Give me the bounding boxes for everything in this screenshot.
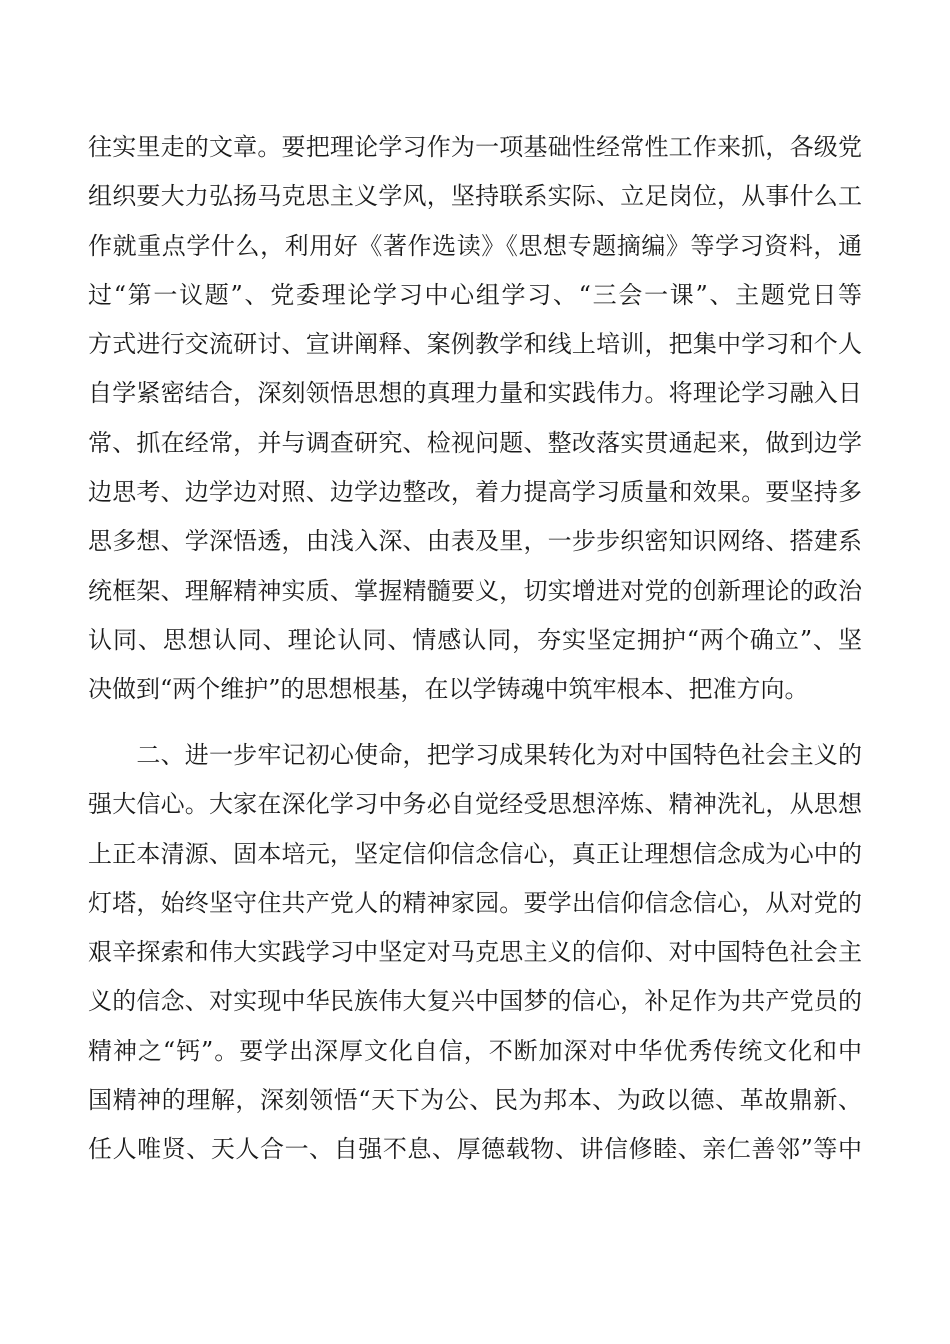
paragraph-line: 上正本清源、固本培元，坚定信仰信念信心，真正让理想信念成为心中的 [88, 839, 862, 868]
paragraph-line: 组织要大力弘扬马克思主义学风，坚持联系实际、立足岗位，从事什么工 [88, 182, 862, 211]
paragraph-line: 国精神的理解，深刻领悟“天下为公、民为邦本、为政以德、革故鼎新、 [88, 1086, 862, 1115]
paragraph-line: 过“第一议题”、党委理论学习中心组学习、“三会一课”、主题党日等 [88, 280, 862, 309]
paragraph-line: 决做到“两个维护”的思想根基，在以学铸魂中筑牢根本、把准方向。 [88, 675, 809, 704]
paragraph-line: 往实里走的文章。要把理论学习作为一项基础性经常性工作来抓，各级党 [88, 133, 862, 161]
paragraph-1 [88, 123, 862, 715]
paragraph-line: 自学紧密结合，深刻领悟思想的真理力量和实践伟力。将理论学习融入日 [88, 379, 862, 408]
paragraph-line: 二、进一步牢记初心使命，把学习成果转化为对中国特色社会主义的 [88, 741, 862, 769]
paragraph-line: 常、抓在经常，并与调查研究、检视问题、整改落实贯通起来，做到边学 [88, 428, 862, 457]
paragraph-line: 思多想、学深悟透，由浅入深、由表及里，一步步织密知识网络、搭建系 [88, 527, 862, 556]
paragraph-line: 方式进行交流研讨、宣讲阐释、案例教学和线上培训，把集中学习和个人 [88, 330, 862, 359]
paragraph-line: 任人唯贤、天人合一、自强不息、厚德载物、讲信修睦、亲仁善邻”等中 [88, 1135, 862, 1164]
paragraph-line: 统框架、理解精神实质、掌握精髓要义，切实增进对党的创新理论的政治 [88, 576, 862, 605]
paragraph-line: 灯塔，始终坚守住共产党人的精神家园。要学出信仰信念信心，从对党的 [88, 888, 862, 917]
paragraph-line: 边思考、边学边对照、边学边整改，着力提高学习质量和效果。要坚持多 [88, 478, 862, 507]
paragraph-line: 强大信心。大家在深化学习中务必自觉经受思想淬炼、精神洗礼，从思想 [88, 790, 862, 819]
paragraph-2 [88, 731, 862, 1175]
paragraph-line: 认同、思想认同、理论认同、情感认同，夯实坚定拥护“两个确立”、坚 [88, 625, 862, 654]
paragraph-line: 义的信念、对实现中华民族伟大复兴中国梦的信心，补足作为共产党员的 [88, 987, 862, 1016]
paragraph-line: 作就重点学什么，利用好《著作选读》《思想专题摘编》等学习资料，通 [88, 231, 862, 260]
paragraph-line: 精神之“钙”。要学出深厚文化自信，不断加深对中华优秀传统文化和中 [88, 1036, 862, 1065]
paragraph-line: 艰辛探索和伟大实践学习中坚定对马克思主义的信仰、对中国特色社会主 [88, 938, 862, 967]
